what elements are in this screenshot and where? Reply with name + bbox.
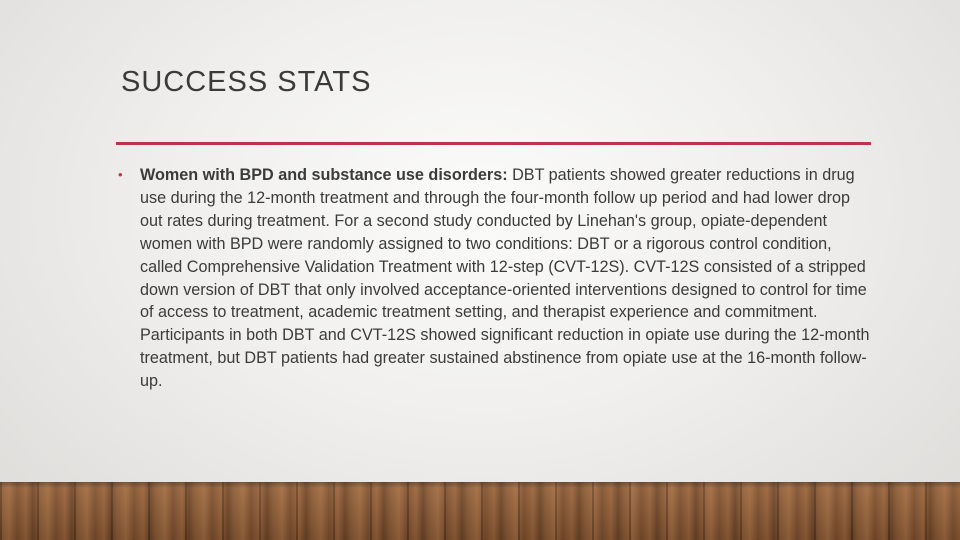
bullet-lead-text: Women with BPD and substance use disorders: bbox=[140, 166, 508, 184]
bullet-item bbox=[116, 164, 876, 393]
bullet-body-text: DBT patients showed greater reductions in drug use during the 12-month treatment and through the four-month follow up period and had lower drop out rates during treatment. For a second study conducted by Linehan's group, opiate-dependent women with BPD were randomly assigned to two conditions: DBT or a rigorous control condition, called Comprehensive Validation Treatment with 12-step (CVT-12S). CVT-12S consisted of a stripped down version of DBT that only involved acceptance-oriented interventions designed to control for time of access to treatment, academic treatment setting, and therapist experience and commitment. Participants in both DBT and CVT-12S showed significant reduction in opiate use during the 12-month treatment, but DBT patients had greater sustained abstinence from opiate use at the 16-month follow-up. bbox=[140, 166, 870, 391]
bullet-dot-icon: • bbox=[118, 167, 123, 182]
slide-title: SUCCESS STATS bbox=[121, 66, 372, 98]
floor-shading bbox=[0, 482, 960, 540]
title-divider bbox=[116, 142, 871, 145]
slide-content bbox=[116, 164, 876, 393]
